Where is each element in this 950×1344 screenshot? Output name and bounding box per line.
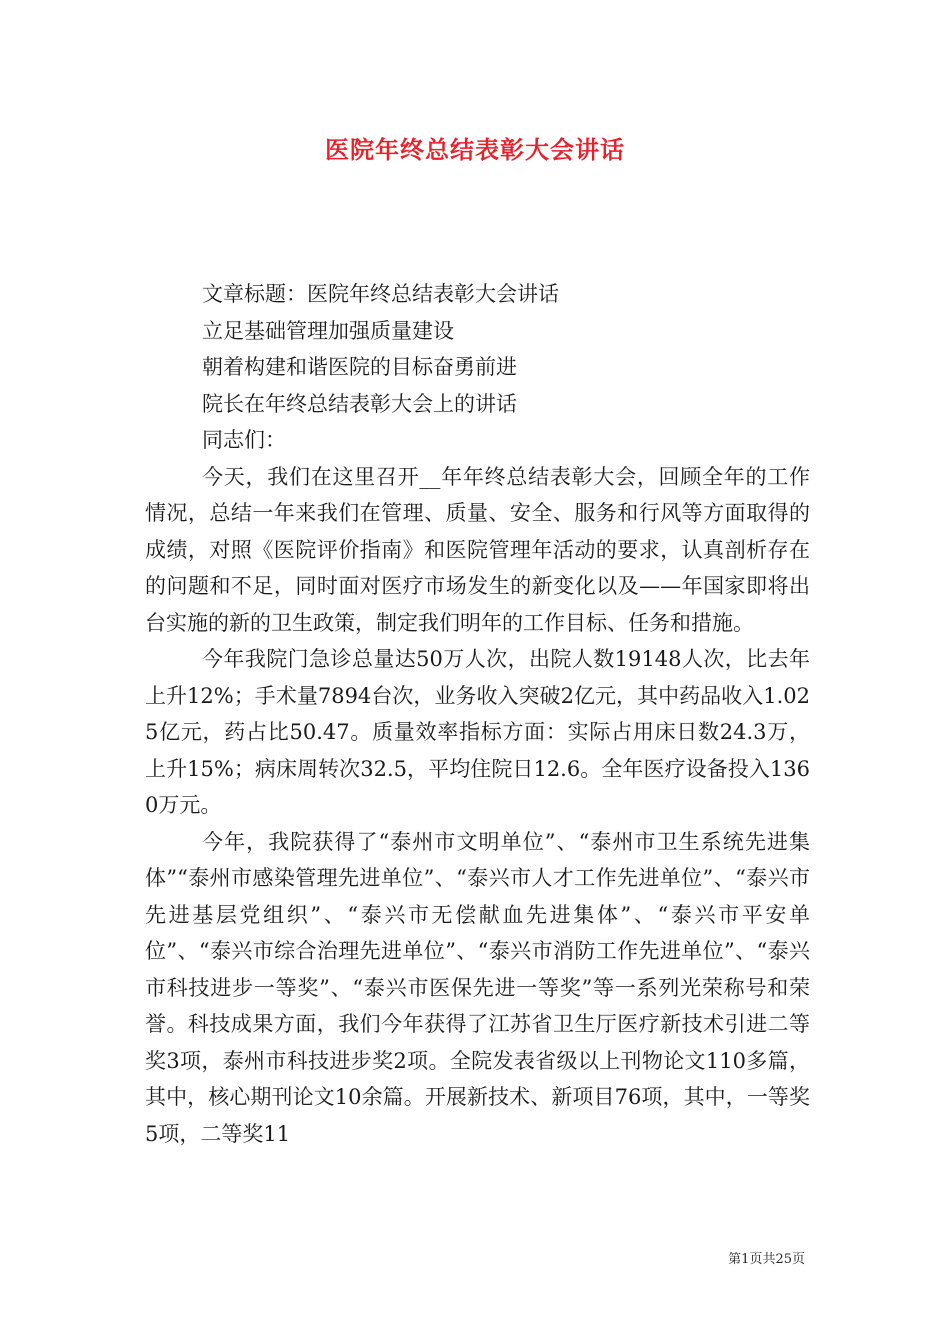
header-line-speaker: 院长在年终总结表彰大会上的讲话	[202, 391, 517, 416]
paragraph-honors: 今年，我院获得了“泰州市文明单位”、“泰州市卫生系统先进集体”“泰州市感染管理先进单位”、“泰兴市人才工作先进单位”、“泰兴市先进基层党组织”、“泰兴市无偿献血先进集体”、“泰兴市平安单位”、“泰兴市综合治理先进单位”、“泰兴市消防工作先进单位”、“泰兴市科技进步一等奖”、“泰兴市医保先进一等奖”等一系列光荣称号和荣誉。科技成果方面，我们今年获得了江苏省卫生厅医疗新技术引进二等奖3项，泰州市科技进步奖2项。全院发表省级以上刊物论文110多篇，其中，核心期刊论文10余篇。开展新技术、新项目76项，其中，一等奖5项，二等奖11	[145, 829, 810, 1146]
paragraph-intro: 今天，我们在这里召开__年年终总结表彰大会，回顾全年的工作情况，总结一年来我们在管理、质量、安全、服务和行风等方面取得的成绩，对照《医院评价指南》和医院管理年活动的要求，认真剖析存在的问题和不足，同时面对医疗市场发生的新变化以及——年国家即将出台实施的新的卫生政策，制定我们明年的工作目标、任务和措施。	[145, 464, 810, 635]
page-indicator: 第1页共25页	[728, 1252, 805, 1267]
document-title: 医院年终总结表彰大会讲话	[325, 135, 625, 164]
header-line-salutation: 同志们：	[202, 428, 286, 452]
paragraph-statistics: 今年我院门急诊总量达50万人次，出院人数19148人次，比去年上升12%；手术量7894台次，业务收入突破2亿元，其中药品收入1.025亿元，药占比50.47。质量效率指标方面：实际占用床日数24.3万，上升15%；病床周转次32.5，平均住院日12.6。全年医疗设备投入1360万元。	[145, 647, 810, 817]
header-line-article-title: 文章标题：医院年终总结表彰大会讲话	[202, 282, 559, 306]
header-line-subtitle-1: 立足基础管理加强质量建设	[202, 318, 454, 343]
header-line-subtitle-2: 朝着构建和谐医院的目标奋勇前进	[202, 355, 517, 379]
document-body	[145, 276, 810, 1152]
